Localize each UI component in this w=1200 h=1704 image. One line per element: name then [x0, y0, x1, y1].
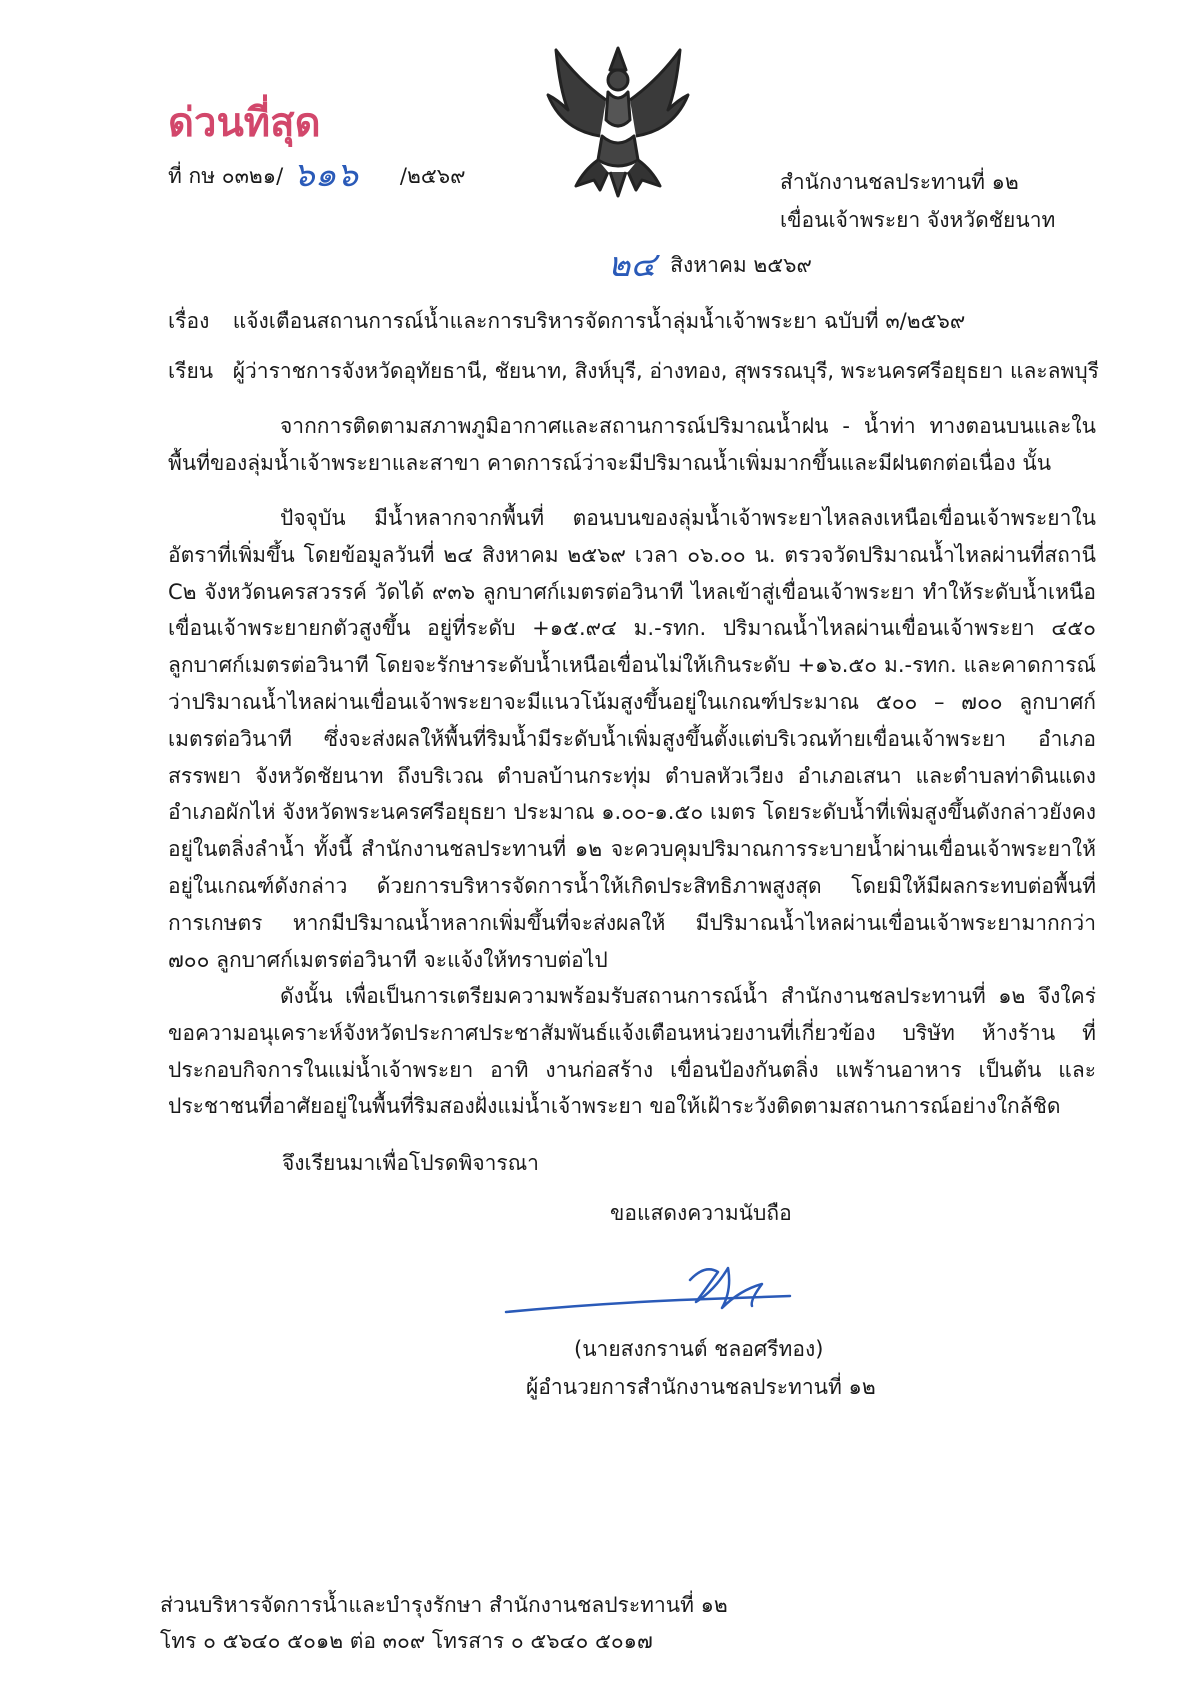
signer-name: (นายสงกรานต์ ชลอศรีทอง) — [574, 1337, 824, 1361]
date-day-handwritten: ๒๔ — [608, 245, 657, 285]
signer-position: ผู้อำนวยการสำนักงานชลประทานที่ ๑๒ — [526, 1375, 876, 1399]
paragraph-3-text: ดังนั้น เพื่อเป็นการเตรียมความพร้อมรับสถานการณ์น้ำ สำนักงานชลประทานที่ ๑๒ จึงใคร่ขอความอนุเคราะห์จังหวัดประกาศประชาสัมพันธ์แจ้งเตือนหน่วยงานที่เกี่ยวข้อง บริษัท ห้างร้าน ที่ประกอบกิจการในแม่น้ำเจ้าพระยา อาทิ งานก่อสร้าง เขื่อนป้องกันตลิ่ง แพร้านอาหาร เป็นต้น และประชาชนที่อาศัยอยู่ในพื้นที่ริมสองฝั่งแม่น้ำเจ้าพระยา ขอให้เฝ้าระวังติดตามสถานการณ์อย่างใกล้ชิด — [168, 984, 1096, 1119]
office-line-1: สำนักงานชลประทานที่ ๑๒ — [780, 170, 1019, 194]
urgency-stamp: ด่วนที่สุด — [168, 100, 321, 146]
issuing-office — [780, 163, 1055, 239]
recipient-label: เรียน — [168, 359, 214, 383]
doc-number-handwritten: ๖๑๖ — [293, 155, 358, 195]
paragraph-2-text: ปัจจุบัน มีน้ำหลากจากพื้นที่ ตอนบนของลุ่มน้ำเจ้าพระยาไหลลงเหนือเขื่อนเจ้าพระยาในอัตราที่เพิ่มขึ้น โดยข้อมูลวันที่ ๒๔ สิงหาคม ๒๕๖๙ เวลา ๐๖.๐๐ น. ตรวจวัดปริมาณน้ำไหลผ่านที่สถานี C๒ จังหวัดนครสวรรค์ วัดได้ ๙๓๖ ลูกบาศก์เมตรต่อวินาที ไหลเข้าสู่เขื่อนเจ้าพระยา ทำให้ระดับน้ำเหนือเขื่อนเจ้าพระยายกตัวสูงขึ้น อยู่ที่ระดับ +๑๕.๙๔ ม.-รทก. ปริมาณน้ำไหลผ่านเขื่อนเจ้าพระยา ๔๕๐ ลูกบาศก์เมตรต่อวินาที โดยจะรักษาระดับน้ำเหนือเขื่อนไม่ให้เกินระดับ +๑๖.๕๐ ม.-รทก. และคาดการณ์ว่าปริมาณน้ำไหลผ่านเขื่อนเจ้าพระยาจะมีแนวโน้มสูงขึ้นอยู่ในเกณฑ์ประมาณ ๕๐๐ – ๗๐๐ ลูกบาศก์เมตรต่อวินาที ซึ่งจะส่งผลให้พื้นที่ริมน้ำมีระดับน้ำเพิ่มสูงขึ้นตั้งแต่บริเวณท้ายเขื่อนเจ้าพระยา อำเภอสรรพยา จังหวัดชัยนาท ถึงบริเวณ ตำบลบ้านกระทุ่ม ตำบลหัวเวียง อำเภอเสนา และตำบลท่าดินแดง อำเภอผักไห่ จังหวัดพระนครศรีอยุธยา ประมาณ ๑.๐๐-๑.๕๐ เมตร โดยระดับน้ำที่เพิ่มสูงขึ้นดังกล่าวยังคงอยู่ในตลิ่งลำน้ำ ทั้งนี้ สำนักงานชลประทานที่ ๑๒ จะควบคุมปริมาณการระบายน้ำผ่านเขื่อนเจ้าพระยาให้อยู่ในเกณฑ์ดังกล่าว ด้วยการบริหารจัดการน้ำให้เกิดประสิทธิภาพสูงสุด โดยมิให้มีผลกระทบต่อพื้นที่การเกษตร หากมีปริมาณน้ำหลากเพิ่มขึ้นที่จะส่งผลให้ มีปริมาณน้ำไหลผ่านเขื่อนเจ้าพระยามากกว่า ๗๐๐ ลูกบาศก์เมตรต่อวินาที จะแจ้งให้ทราบต่อไป — [168, 506, 1096, 972]
recipient-text: ผู้ว่าราชการจังหวัดอุทัยธานี, ชัยนาท, สิงห์บุรี, อ่างทอง, สุพรรณบุรี, พระนครศรีอยุธยา และลพบุรี — [232, 359, 1099, 383]
footer-contact: โทร ๐ ๕๖๔๐ ๕๐๑๒ ต่อ ๓๐๙ โทรสาร ๐ ๕๖๔๐ ๕๐๑๗ — [160, 1629, 653, 1653]
subject-label: เรื่อง — [168, 309, 210, 333]
body-paragraph-3 — [168, 978, 1096, 1125]
closing-regards: ขอแสดงความนับถือ — [610, 1201, 792, 1225]
paragraph-1-text: จากการติดตามสภาพภูมิอากาศและสถานการณ์ปริมาณน้ำฝน - น้ำท่า ทางตอนบนและในพื้นที่ของลุ่มน้ำเจ้าพระยาและสาขา คาดการณ์ว่าจะมีปริมาณน้ำเพิ่มมากขึ้นและมีฝนตกต่อเนื่อง นั้น — [168, 414, 1096, 475]
doc-year: /๒๕๖๙ — [399, 164, 466, 188]
subject-line — [168, 306, 965, 336]
office-line-2: เขื่อนเจ้าพระยา จังหวัดชัยนาท — [780, 208, 1056, 232]
handwritten-signature-icon — [500, 1250, 800, 1330]
footer-department: ส่วนบริหารจัดการน้ำและบำรุงรักษา สำนักงานชลประทานที่ ๑๒ — [160, 1593, 728, 1617]
closing-request: จึงเรียนมาเพื่อโปรดพิจารณา — [282, 1151, 539, 1175]
letter-date — [608, 245, 812, 285]
recipient-line — [168, 356, 1099, 386]
body-paragraph-2 — [168, 500, 1096, 978]
subject-text: แจ้งเตือนสถานการณ์น้ำและการบริหารจัดการน้ำลุ่มน้ำเจ้าพระยา ฉบับที่ ๓/๒๕๖๙ — [232, 309, 966, 333]
document-number — [168, 155, 466, 195]
garuda-emblem-icon — [538, 40, 698, 200]
date-month-year: สิงหาคม ๒๕๖๙ — [670, 253, 812, 277]
body-paragraph-1 — [168, 408, 1096, 482]
doc-prefix: ที่ กษ ๐๓๒๑/ — [168, 164, 284, 188]
